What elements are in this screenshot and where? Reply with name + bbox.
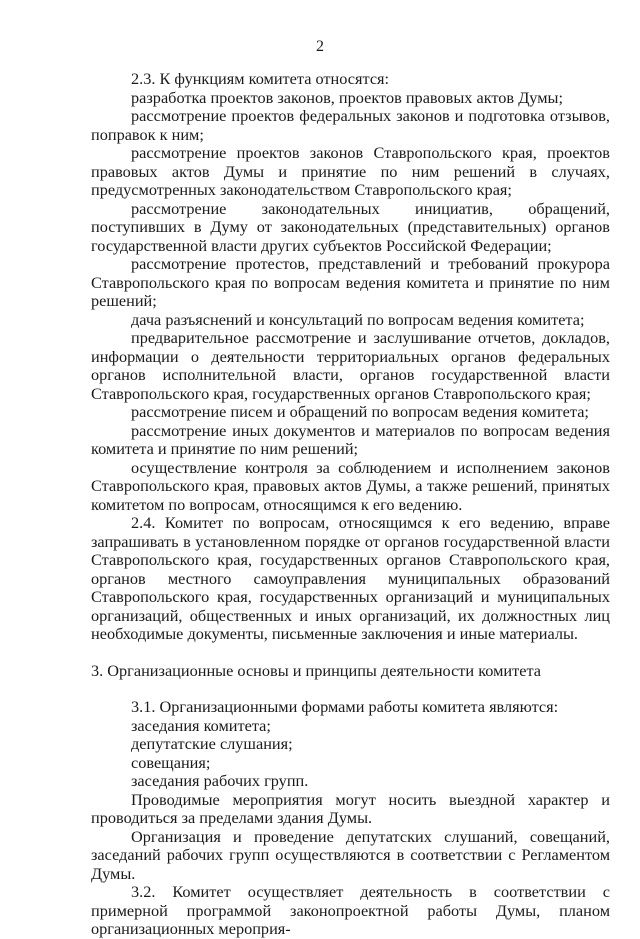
- section-3-2-paragraph: 3.2. Комитет осуществляет деятельность в соответствии с примерной программой законопроектной работы Думы, планом организационных мероприя-: [91, 882, 610, 938]
- function-item: осуществление контроля за соблюдением и исполнением законов Ставропольского края, правовых актов Думы, а также решений, принятых комитетом по вопросам, относящимся к его ведению.: [91, 457, 610, 514]
- section-3-heading: 3. Организационные основы и принципы деятельности комитета: [91, 660, 542, 680]
- function-item: рассмотрение писем и обращений по вопросам ведения комитета;: [131, 402, 589, 421]
- function-item: разработка проектов законов, проектов правовых актов Думы;: [131, 87, 563, 107]
- organization-paragraph: Организация и проведение депутатских слушаний, совещаний, заседаний рабочих групп осуществляются в соответствии с Регламентом Думы.: [91, 826, 610, 883]
- section-2-4-paragraph: 2.4. Комитет по вопросам, относящимся к его ведению, вправе запрашивать в установленном порядке от органов государственной власти Ставропольского края, государственных органов Ставропольского края, органов местного самоуправления муниципальных образований Ставропольского края, государственных организаций и муниципальных организаций, общественных и иных организаций, их должностных лиц необходимые документы, письменные заключения и иные материалы.: [91, 513, 610, 643]
- page-number: 2: [316, 38, 324, 55]
- function-item: дача разъяснений и консультаций по вопросам ведения комитета;: [131, 309, 585, 329]
- form-item: заседания комитета;: [131, 715, 271, 735]
- function-item: рассмотрение проектов федеральных законов и подготовка отзывов, поправок к ним;: [91, 106, 610, 144]
- events-paragraph: Проводимые мероприятия могут носить выездной характер и проводиться за пределами здания Думы.: [91, 789, 610, 827]
- function-item: рассмотрение законодательных инициатив, обращений, поступивших в Думу от законодательных (представительных) органов государственной власти других субъектов Российской Федерации;: [91, 198, 610, 255]
- section-2-3-intro: 2.3. К функциям комитета относятся:: [131, 69, 390, 88]
- function-item: рассмотрение проектов законов Ставропольского края, проектов правовых актов Думы и принятие по ним решений в случаях, предусмотренных законодательством Ставропольского края;: [91, 143, 610, 199]
- form-item: депутатские слушания;: [131, 734, 293, 753]
- section-3-1-intro: 3.1. Организационными формами работы комитета являются:: [131, 697, 559, 716]
- function-item: предварительное рассмотрение и заслушивание отчетов, докладов, информации о деятельности территориальных органов федеральных органов исполнительной власти, органов государственной власти Ставропольского края, государственных органов Ставропольского края;: [91, 328, 610, 403]
- function-item: рассмотрение протестов, представлений и требований прокурора Ставропольского края по вопросам ведения комитета и принятие по ним решений;: [91, 254, 610, 310]
- form-item: совещания;: [131, 752, 211, 772]
- function-item: рассмотрение иных документов и материалов по вопросам ведения комитета и принятие по ним решений;: [91, 420, 610, 458]
- document-body: [91, 70, 610, 939]
- form-item: заседания рабочих групп.: [131, 771, 309, 790]
